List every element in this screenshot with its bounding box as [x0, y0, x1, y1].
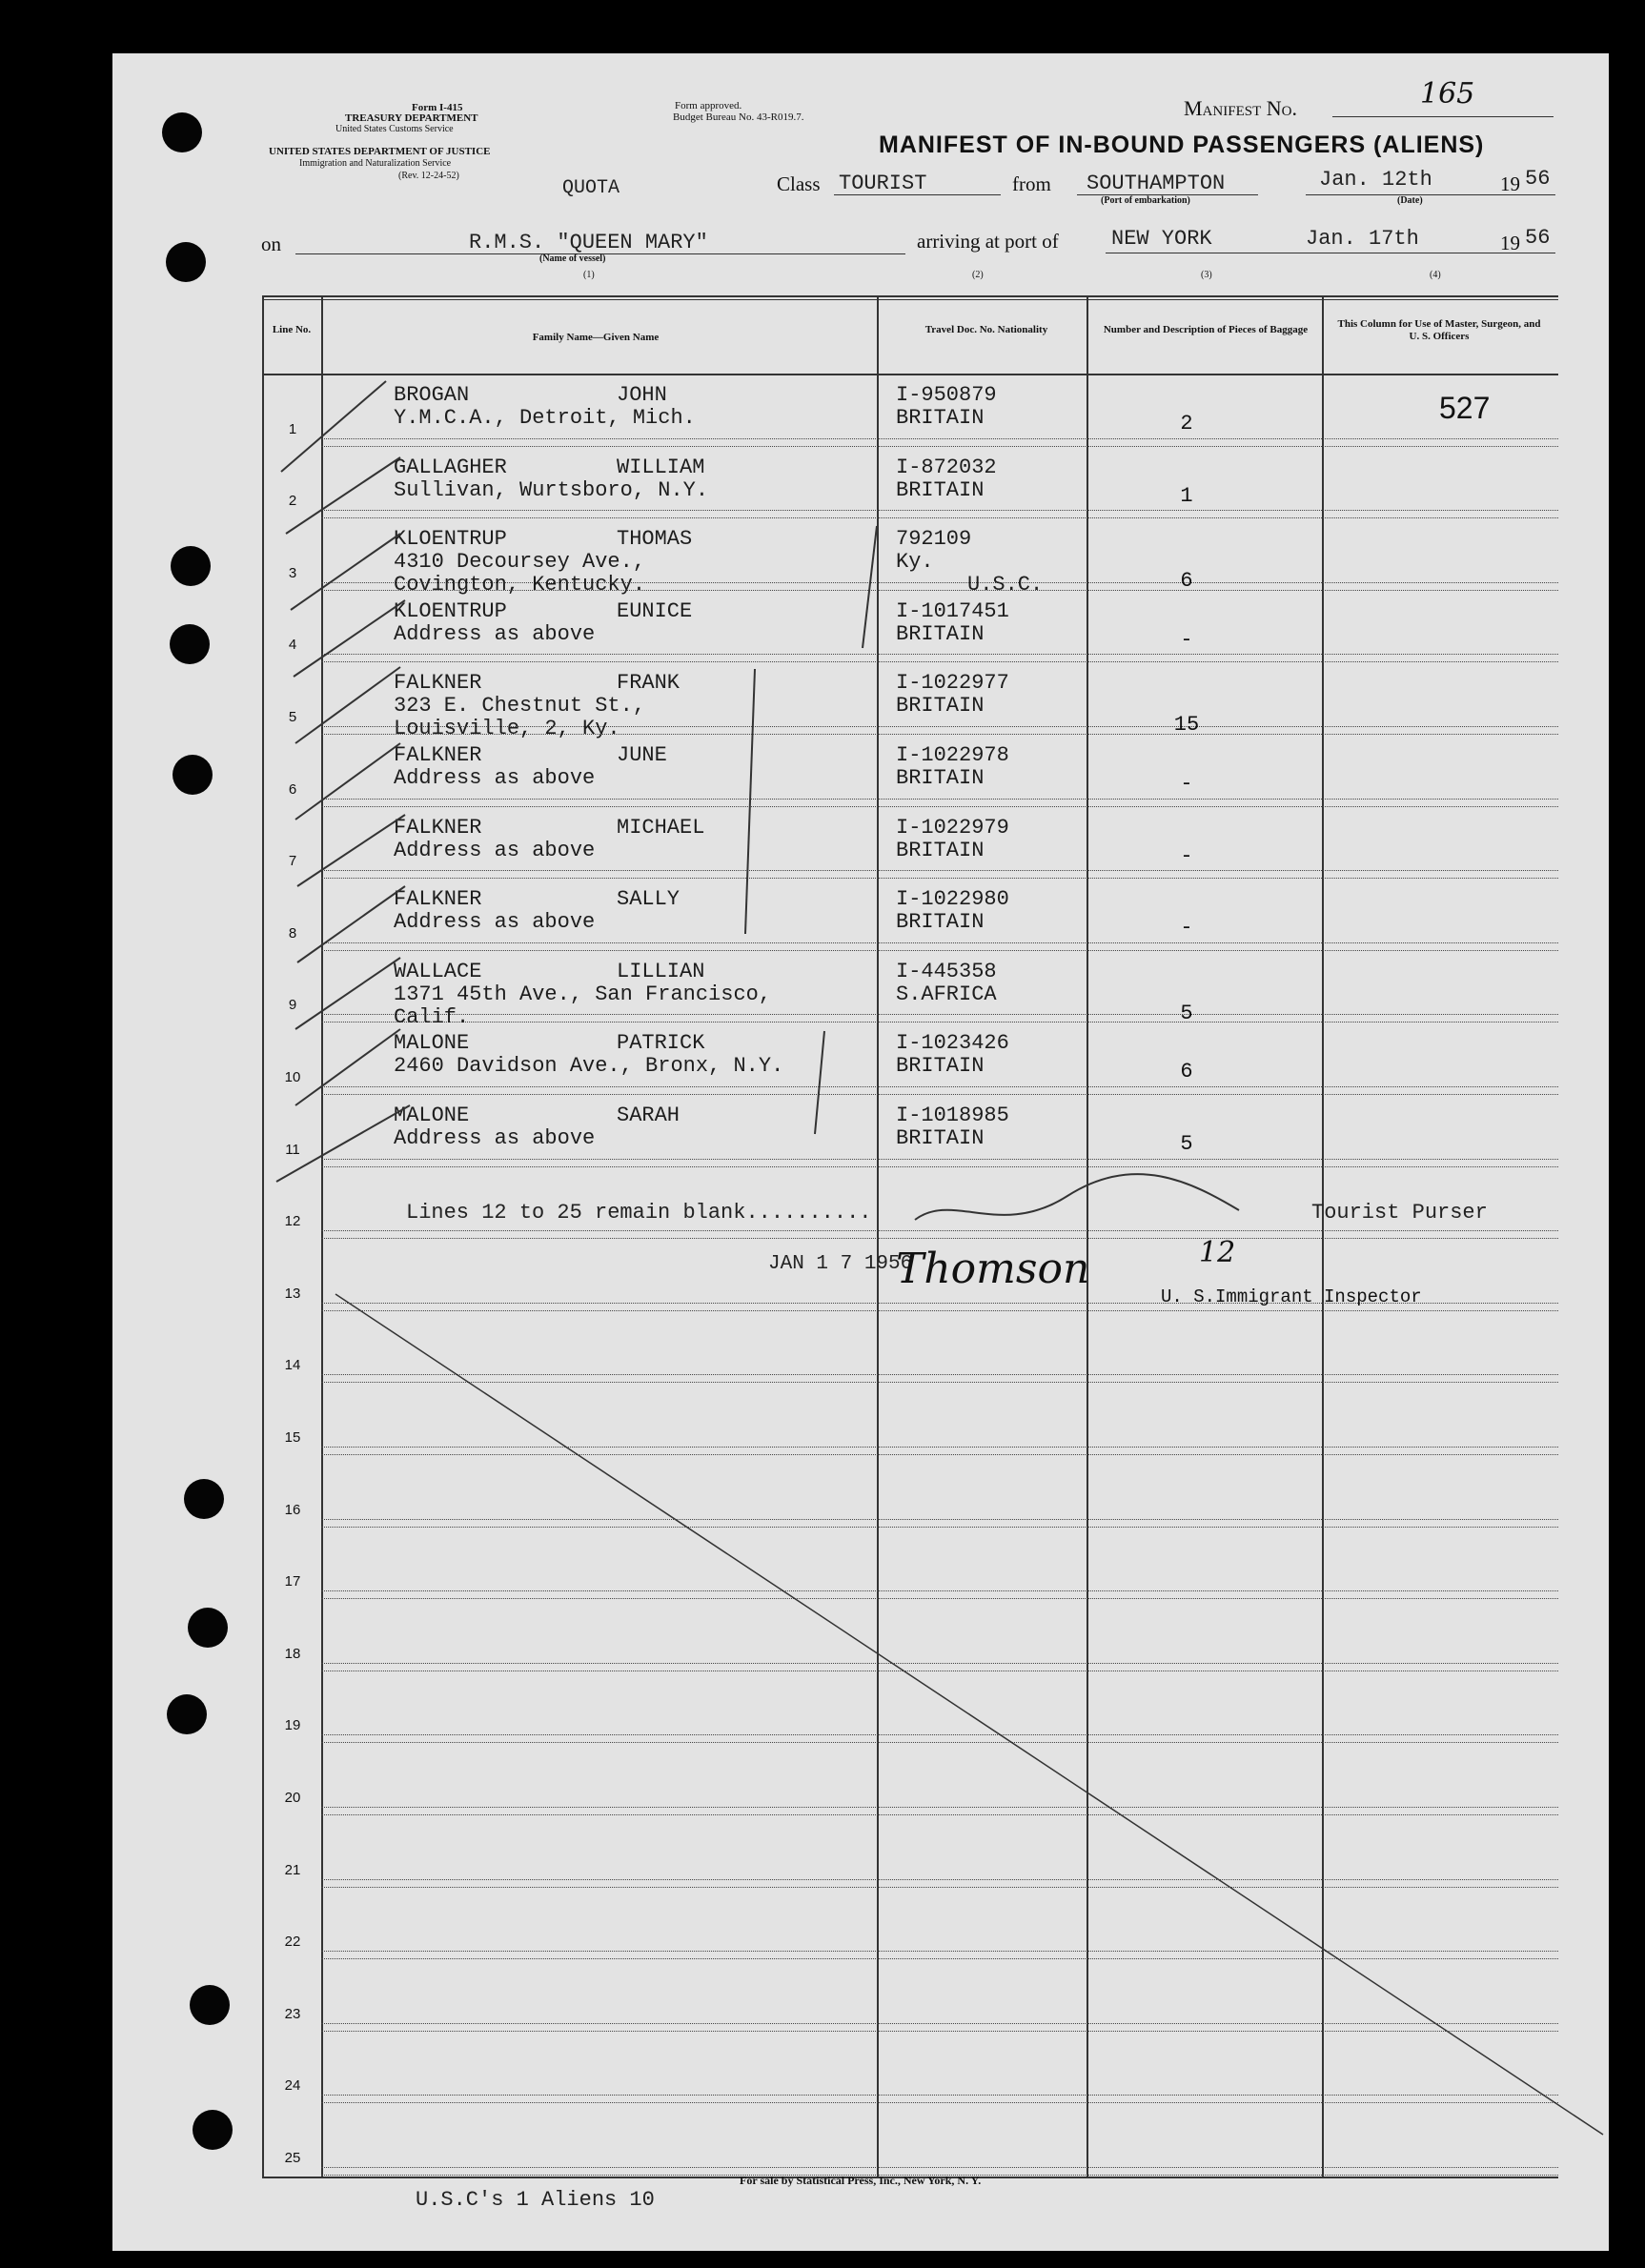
baggage-count: -: [1180, 772, 1193, 796]
line-number: 4: [288, 637, 297, 654]
travel-doc-no: I-1022977: [896, 671, 1009, 696]
bracket-mark: [863, 526, 877, 648]
received-stamp: JAN 1 7 1956: [768, 1253, 913, 1275]
travel-doc-no: I-445358: [896, 959, 997, 983]
check-mark: [295, 1029, 400, 1105]
col-caption-1: (1): [583, 270, 595, 280]
nationality: BRITAIN: [896, 694, 985, 719]
arrive-year-prefix: 19: [1500, 232, 1520, 254]
nationality: BRITAIN: [896, 477, 985, 502]
budget-bureau: Budget Bureau No. 43-R019.7.: [673, 111, 804, 123]
address-line: 1371 45th Ave., San Francisco,: [394, 982, 772, 1006]
line-number: 22: [284, 1934, 301, 1951]
col-caption-2: (2): [972, 270, 984, 280]
arriving-label: arriving at port of: [917, 230, 1059, 253]
arrive-date: Jan. 17th: [1306, 227, 1419, 251]
address-line: Address as above: [394, 621, 596, 646]
justice-dept: UNITED STATES DEPARTMENT OF JUSTICE: [269, 146, 491, 157]
address-line: Sullivan, Wurtsboro, N.Y.: [394, 477, 709, 502]
given-name: JUNE: [617, 743, 667, 767]
travel-doc-no: I-1022979: [896, 815, 1009, 840]
date-value: Jan. 12th: [1319, 168, 1432, 192]
port-value: NEW YORK: [1111, 227, 1212, 251]
date-caption: (Date): [1397, 195, 1423, 206]
col-header-line: Line No.: [272, 324, 312, 335]
baggage-count: 6: [1180, 569, 1193, 594]
address-line: Y.M.C.A., Detroit, Mich.: [394, 406, 696, 430]
col-caption-4: (4): [1430, 270, 1441, 280]
line-number: 12: [284, 1213, 301, 1230]
travel-doc-no: I-1022980: [896, 887, 1009, 912]
family-name: BROGAN: [394, 383, 470, 407]
address-line: Address as above: [394, 910, 596, 935]
given-name: EUNICE: [617, 598, 693, 623]
line-number: 7: [288, 853, 297, 870]
revision: (Rev. 12-24-52): [398, 171, 459, 181]
check-mark: [276, 1105, 410, 1182]
family-name: WALLACE: [394, 959, 482, 983]
nationality: BRITAIN: [896, 1126, 985, 1150]
check-mark: [295, 743, 400, 820]
address-line-2: Calif.: [394, 1004, 470, 1029]
line-number: 5: [288, 709, 297, 725]
given-name: LILLIAN: [617, 959, 705, 983]
col-caption-3: (3): [1201, 270, 1212, 280]
family-name: MALONE: [394, 1104, 470, 1127]
line-number: 23: [284, 2005, 301, 2022]
from-label: from: [1012, 172, 1051, 195]
nationality: BRITAIN: [896, 1054, 985, 1079]
treasury-dept: TREASURY DEPARTMENT: [345, 112, 478, 124]
given-name: SALLY: [617, 887, 680, 912]
col-header-name: Family Name—Given Name: [532, 332, 660, 343]
given-name: THOMAS: [617, 527, 693, 552]
line-number: 25: [284, 2150, 301, 2166]
address-line-2: Covington, Kentucky.: [394, 573, 646, 597]
line-number: 14: [284, 1357, 301, 1374]
quota-label: QUOTA: [562, 177, 620, 199]
line-number: 9: [288, 997, 297, 1014]
class-label: Class: [777, 172, 821, 195]
address-line: 2460 Davidson Ave., Bronx, N.Y.: [394, 1054, 784, 1079]
nationality: Ky.: [896, 550, 934, 575]
line-number: 17: [284, 1573, 301, 1590]
address-line: Address as above: [394, 1126, 596, 1150]
travel-doc-no: I-1018985: [896, 1104, 1009, 1127]
family-name: FALKNER: [394, 887, 482, 912]
given-name: PATRICK: [617, 1031, 705, 1056]
col-header-baggage: Number and Description of Pieces of Baggage: [1103, 324, 1309, 335]
check-mark: [295, 958, 400, 1029]
form-number: Form I-415: [412, 102, 463, 113]
nationality: BRITAIN: [896, 838, 985, 862]
given-name: WILLIAM: [617, 455, 705, 479]
nationality: BRITAIN: [896, 910, 985, 935]
line-number: 19: [284, 1717, 301, 1734]
baggage-count: -: [1180, 916, 1193, 941]
address-line: 323 E. Chestnut St.,: [394, 694, 646, 719]
class-value: TOURIST: [839, 172, 927, 195]
family-name: FALKNER: [394, 815, 482, 840]
nationality: BRITAIN: [896, 766, 985, 790]
travel-doc-no: I-950879: [896, 383, 997, 407]
given-name: MICHAEL: [617, 815, 705, 840]
line-number: 13: [284, 1285, 301, 1302]
check-mark: [291, 534, 400, 610]
col-header-officers: This Column for Use of Master, Surgeon, and U. S. Officers: [1337, 318, 1541, 342]
date-year-prefix: 19: [1500, 172, 1520, 195]
baggage-count: 1: [1180, 483, 1193, 508]
officer-number: 527: [1439, 391, 1491, 425]
line-number: 10: [284, 1069, 301, 1085]
line-number: 11: [285, 1141, 300, 1158]
given-name: JOHN: [617, 383, 667, 407]
line-number: 16: [284, 1501, 301, 1518]
manifest-title: MANIFEST OF IN-BOUND PASSENGERS (ALIENS): [879, 132, 1485, 158]
baggage-count: -: [1180, 843, 1193, 868]
inspector-title: U. S.Immigrant Inspector: [1161, 1286, 1422, 1307]
baggage-count: 2: [1180, 412, 1193, 435]
given-name: SARAH: [617, 1104, 680, 1127]
from-value: SOUTHAMPTON: [1087, 172, 1226, 195]
line-number: 15: [284, 1429, 301, 1446]
form-approved: Form approved.: [675, 100, 742, 111]
line-number: 24: [284, 2077, 301, 2095]
line-number: 18: [284, 1645, 301, 1662]
travel-doc-no: I-1022978: [896, 743, 1009, 767]
address-line: 4310 Decoursey Ave.,: [394, 550, 646, 575]
line-number: 2: [288, 493, 297, 510]
family-name: KLOENTRUP: [394, 598, 507, 623]
given-name: FRANK: [617, 671, 680, 696]
check-mark: [294, 600, 405, 677]
check-mark: [297, 886, 405, 962]
nationality: BRITAIN: [896, 406, 985, 430]
citizen-mark: U.S.C.: [967, 573, 1044, 597]
check-mark: [281, 381, 386, 472]
address-line-2: Louisville, 2, Ky.: [394, 717, 620, 741]
baggage-count: 6: [1180, 1060, 1193, 1084]
family-name: FALKNER: [394, 743, 482, 767]
purser-signature: [915, 1174, 1239, 1220]
manifest-number: 165: [1420, 77, 1475, 111]
line-number: 8: [288, 924, 297, 942]
check-mark: [295, 667, 400, 743]
purser-label: Tourist Purser: [1311, 1201, 1488, 1225]
bracket-mark: [815, 1031, 824, 1134]
line-number: 20: [284, 1790, 301, 1806]
manifest-no-label: Manifest No.: [1184, 96, 1297, 120]
customs-service: United States Customs Service: [335, 124, 454, 134]
family-name: KLOENTRUP: [394, 527, 507, 552]
arrive-year: 56: [1525, 226, 1551, 250]
col-header-travel: Travel Doc. No. Nationality: [924, 324, 1048, 335]
on-label: on: [261, 233, 281, 255]
travel-doc-no: I-1017451: [896, 598, 1009, 623]
family-name: GALLAGHER: [394, 455, 507, 479]
baggage-count: -: [1180, 627, 1193, 652]
nationality: S.AFRICA: [896, 982, 997, 1006]
ins-service: Immigration and Naturalization Service: [299, 158, 452, 169]
baggage-count: 5: [1180, 1001, 1193, 1025]
line-number: 6: [288, 780, 297, 798]
travel-doc-no: 792109: [896, 527, 972, 552]
check-mark: [286, 457, 400, 534]
travel-doc-no: I-1023426: [896, 1031, 1009, 1056]
vessel-value: R.M.S. "QUEEN MARY": [469, 231, 708, 254]
date-year: 56: [1525, 167, 1551, 191]
footer-summary: U.S.C's 1 Aliens 10: [416, 2188, 655, 2212]
baggage-count: 15: [1173, 713, 1200, 738]
line-number: 1: [288, 420, 297, 437]
address-line: Address as above: [394, 838, 596, 862]
family-name: FALKNER: [394, 671, 482, 696]
bracket-mark: [745, 669, 755, 934]
from-caption: (Port of embarkation): [1101, 195, 1190, 206]
line-number: 21: [284, 1861, 301, 1878]
cancel-diagonal: [335, 1294, 1603, 2135]
line-number: 3: [288, 564, 297, 581]
inspector-signature: Thomson: [896, 1245, 1090, 1293]
baggage-count: 5: [1180, 1132, 1193, 1156]
footer-printer: For sale by Statistical Press, Inc., New York, N. Y.: [740, 2174, 982, 2187]
check-mark: [297, 815, 405, 886]
vessel-caption: (Name of vessel): [539, 253, 606, 264]
travel-doc-no: I-872032: [896, 455, 997, 479]
inspector-note: 12: [1199, 1236, 1236, 1269]
family-name: MALONE: [394, 1031, 470, 1056]
address-line: Address as above: [394, 766, 596, 790]
nationality: BRITAIN: [896, 621, 985, 646]
blank-note: Lines 12 to 25 remain blank..........: [406, 1201, 872, 1225]
